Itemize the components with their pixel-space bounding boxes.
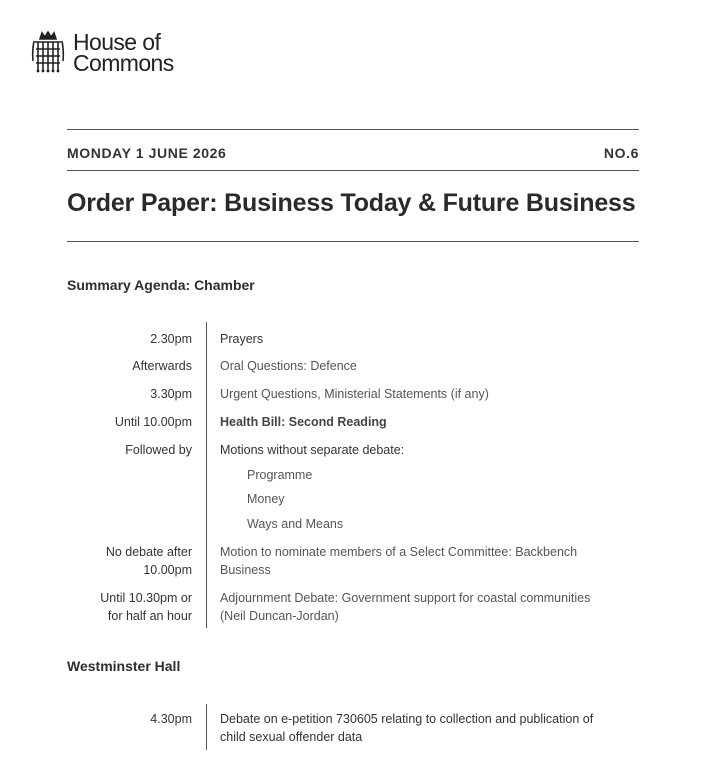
agenda-item: Oral Questions: Defence [220,359,357,373]
agenda-time [67,543,192,579]
chamber-agenda [67,322,639,628]
agenda-time [67,589,192,625]
agenda-divider [206,322,207,628]
agenda-time: 3.30pm [150,387,192,401]
agenda-item [220,543,630,579]
agenda-item-line: Motion to nominate members of a Select Committee: Backbench [220,545,578,559]
agenda-item: Health Bill: Second Reading [220,415,387,429]
top-rule [67,129,639,130]
agenda-item-line: child sexual offender data [220,730,363,744]
agenda-time: Followed by [125,443,192,457]
agenda-divider [206,704,207,750]
agenda-time: Afterwards [132,359,192,373]
agenda-item-line: (Neil Duncan-Jordan) [220,609,339,623]
agenda-item [220,589,630,625]
agenda-item: Urgent Questions, Ministerial Statements (if any) [220,387,489,401]
house-of-commons-logo [31,31,174,74]
agenda-time-line: 10.00pm [143,563,192,577]
page-title: Order Paper: Business Today & Future Business [67,189,636,217]
logo-line-2: Commons [73,50,174,76]
agenda-sub-item: Programme [247,468,313,482]
agenda-sub-item: Money [247,492,285,506]
logo-line-1: House of [73,29,161,55]
agenda-item: Prayers [220,332,264,346]
agenda-item [220,710,630,746]
agenda-time-line: No debate after [105,545,192,559]
chamber-heading: Summary Agenda: Chamber [67,277,255,293]
portcullis-icon [31,31,65,73]
agenda-time: Until 10.00pm [114,415,192,429]
agenda-sub-item: Ways and Means [247,517,344,531]
title-rule [67,241,639,242]
agenda-item-line: Adjournment Debate: Government support for coastal communities [220,591,591,605]
agenda-time-line: Until 10.30pm or [100,591,192,605]
agenda-time: 2.30pm [150,332,192,346]
agenda-item-line: Debate on e-petition 730605 relating to collection and publication of [220,712,594,726]
agenda-item-line: Business [220,563,271,577]
logo-wordmark [73,29,174,76]
date-line [67,145,639,161]
agenda-time-line: for half an hour [107,609,192,623]
westminster-hall-heading: Westminster Hall [67,658,181,674]
date-rule [67,170,639,171]
agenda-time: 4.30pm [150,712,192,726]
order-paper-number: NO.6 [603,145,639,161]
agenda-item: Motions without separate debate: [220,443,405,457]
order-paper-date: MONDAY 1 JUNE 2026 [67,145,227,161]
westminster-hall-agenda [67,704,639,750]
